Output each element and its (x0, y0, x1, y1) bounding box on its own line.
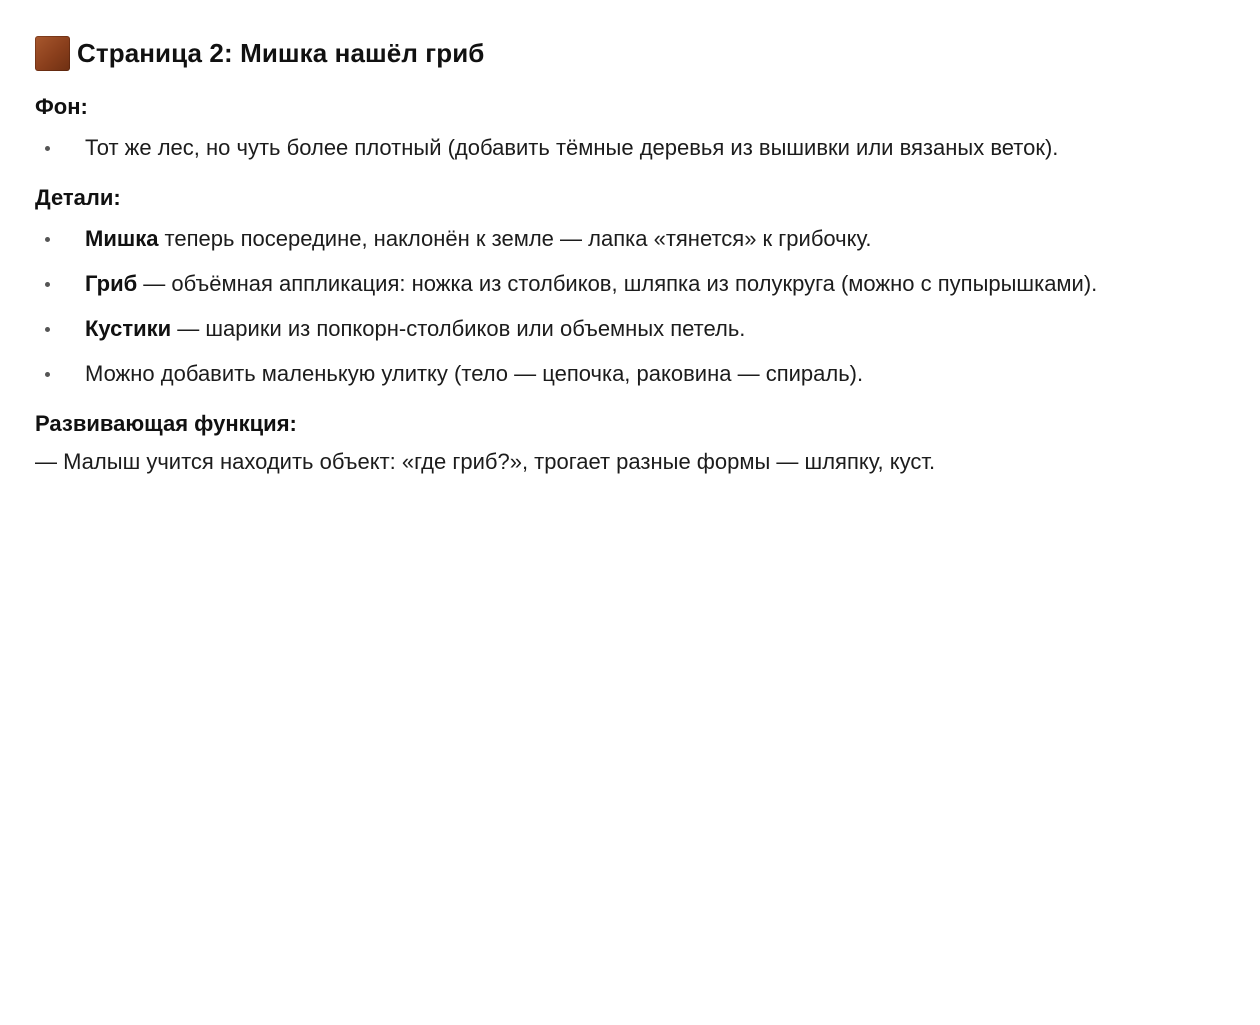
details-list (35, 218, 1240, 395)
bold-term: Кустики (85, 316, 172, 341)
details-label: Детали: (35, 185, 121, 210)
background-label: Фон: (35, 94, 88, 119)
list-item: Кустики — шарики из попкорн-столбиков или объемных петель. (35, 308, 1240, 350)
brown-square-icon (35, 36, 70, 71)
list-item: Гриб — объёмная аппликация: ножка из столбиков, шляпка из полукруга (можно с пупырышками). (35, 263, 1125, 305)
list-item: Можно добавить маленькую улитку (тело — цепочка, раковина — спираль). (35, 353, 1240, 395)
bold-term: Мишка (85, 226, 159, 251)
title-row (35, 34, 1240, 72)
background-list (35, 127, 1240, 169)
development-label: Развивающая функция: (35, 411, 297, 436)
list-item: Мишка теперь посередине, наклонён к земле — лапка «тянется» к грибочку. (35, 218, 1240, 260)
development-text: — Малыш учится находить объект: «где гриб?», трогает разные формы — шляпку, куст. (35, 449, 936, 474)
list-item: Тот же лес, но чуть более плотный (добавить тёмные деревья из вышивки или вязаных веток). (35, 127, 1240, 169)
page-title: Страница 2: Мишка нашёл гриб (77, 37, 485, 68)
bold-term: Гриб (85, 271, 138, 296)
